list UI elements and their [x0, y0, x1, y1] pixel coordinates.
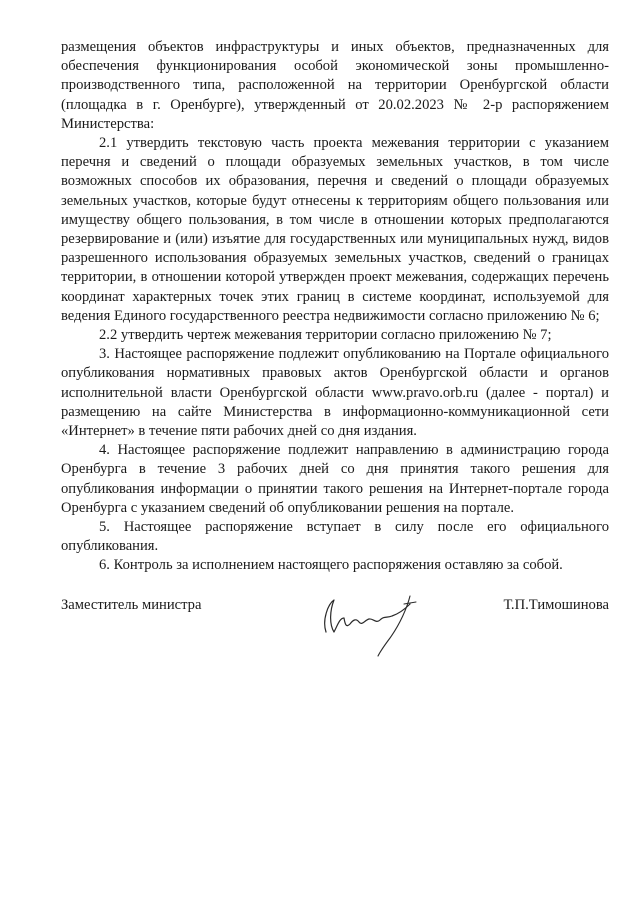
signer-name: Т.П.Тимошинова — [503, 597, 609, 613]
signer-position: Заместитель министра — [61, 597, 202, 613]
handwritten-signature — [312, 580, 432, 660]
paragraph-2-1: 2.1 утвердить текстовую часть проекта межевания территории с указанием перечня и сведений о площади образуемых земельных участков, в том числе возможных способов их образования, перечня и сведений о площади образуемых земельных участков, которые будут отнесены к территориям общего пользования или имуществу общего пользования, в том числе в отношении которых предполагаются резервирование и (или) изъятие для государственных или муниципальных нужд, видов разрешенного использования образуемых земельных участков, сведений о границах территории, в отношении которой утвержден проект межевания, содержащих перечень координат характерных точек этих границ в системе координат, используемой для ведения Единого государственного реестра недвижимости согласно приложению № 6; — [61, 135, 609, 324]
paragraph-5: 5. Настоящее распоряжение вступает в силу после его официального опубликования. — [61, 519, 609, 555]
paragraph-2-2: 2.2 утвердить чертеж межевания территории согласно приложению № 7; — [99, 327, 552, 344]
paragraph-6: 6. Контроль за исполнением настоящего распоряжения оставляю за собой. — [99, 557, 563, 574]
paragraph-continuation: размещения объектов инфраструктуры и иных объектов, предназначенных для обеспечения функционирования особой экономической зоны промышленно-производственного типа, расположенной на территории Оренбургской области (площадка в г. Оренбурге), утвержденный от 20.02.2023 № 2-р распоряжением Министерства: — [61, 39, 609, 132]
paragraph-3: 3. Настоящее распоряжение подлежит опубликованию на Портале официального опубликования нормативных правовых актов Оренбургской области и органов исполнительной власти Оренбургской области www.pravo.orb.ru (далее - портал) и размещению на сайте Министерства в информационно-коммуникационной сети «Интернет» в течение пяти рабочих дней со дня издания. — [61, 346, 609, 440]
document-body — [61, 38, 609, 576]
paragraph-4: 4. Настоящее распоряжение подлежит направлению в администрацию города Оренбурга в течение 3 рабочих дней со дня принятия такого решения для опубликования информации о принятии такого решения на Интернет-портале города Оренбурга с указанием сведений об опубликовании решения на портале. — [61, 442, 609, 516]
